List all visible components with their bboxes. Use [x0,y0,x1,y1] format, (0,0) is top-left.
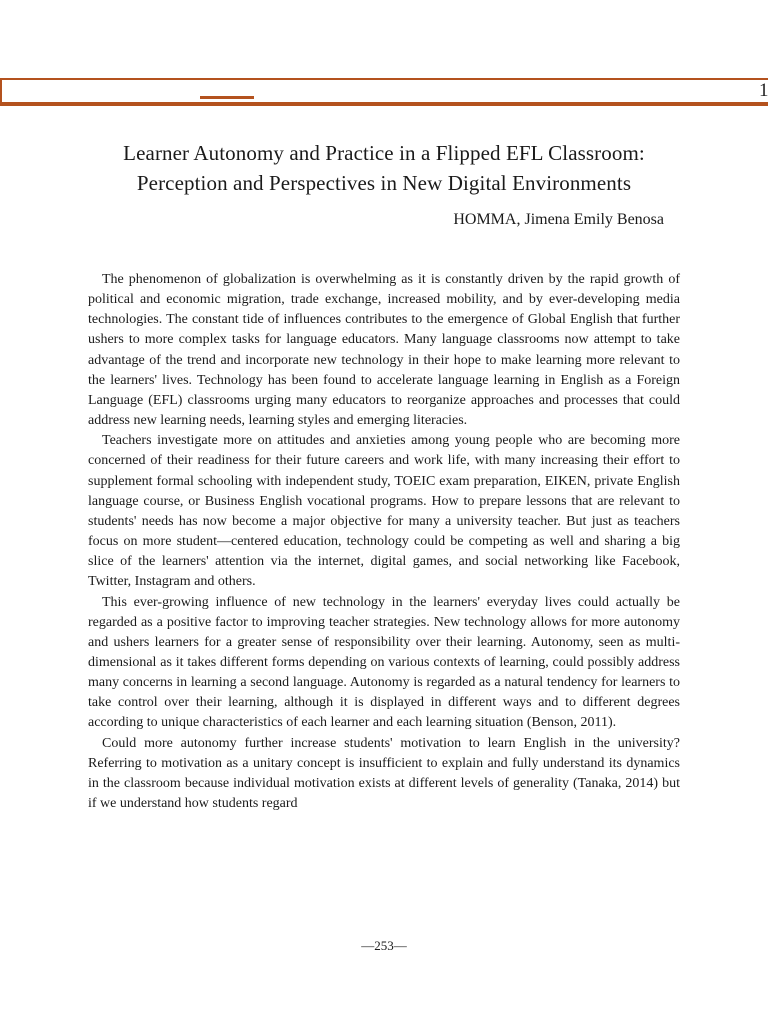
body-paragraph: The phenomenon of globalization is overwhelming as it is constantly driven by the rapid growth of political and economic migration, trade exchange, increased mobility, and by ever-developing media technologies. The constant tide of influences contributes to the emergence of Global English that further ushers to more complex tasks for language educators. Many language classrooms now attempt to take advantage of the trend and incorporate new technology in their hope to make learning more relevant to the learners' lives. Technology has been found to accelerate language learning in English as a Foreign Language (EFL) classrooms urging many educators to reorganize approaches and processes that could address new learning needs, learning styles and emerging literacies. [88,272,680,429]
header-band [0,78,768,106]
page-number: —253— [361,938,407,953]
paper-title [60,138,708,198]
paper-title-line-1: Learner Autonomy and Practice in a Flipped EFL Classroom: [123,141,645,165]
paper-title-line-2: Perception and Perspectives in New Digital Environments [136,171,632,195]
body-paragraph: Could more autonomy further increase students' motivation to learn English in the university? Referring to motivation as a unitary concept is insufficient to explain and fully understand its dynamics in the classroom because individual motivation exists at different levels of generality (Tanaka, 2014) but if we understand how students regard [88,735,680,812]
body-paragraph: Teachers investigate more on attitudes and anxieties among young people who are becoming more concerned of their readiness for their future careers and work life, with many increasing their effort to supplement formal schooling with independent study, TOEIC exam preparation, EIKEN, private English language course, or Business English vocational programs. How to prepare lessons that are relevant to students' needs has now become a major objective for many a university teacher. But just as teachers focus on more student—centered education, technology could be competing as well and sharing a big slice of the learners' attention via the internet, digital games, and social networking like Facebook, Twitter, Instagram and others. [88,433,680,590]
body-text [88,270,680,814]
body-paragraph: This ever-growing influence of new technology in the learners' everyday lives could actually be regarded as a positive factor to improving teacher strategies. New technology allows for more autonomy and ushers learners for a greater sense of responsibility over their learning. Autonomy, seen as multi-dimensional as it takes different forms depending on various contexts of learning, could possibly address many concerns in learning a second language. Autonomy is regarded as a natural tendency for learners to take control over their learning, although it is displayed in different ways and to different degrees according to unique characteristics of each learner and each learning situation (Benson, 2011). [88,594,680,731]
author-name: HOMMA, Jimena Emily Benosa [453,211,664,228]
header-accent-rule [200,96,254,99]
header-page-edge-mark: 1 [759,80,768,101]
